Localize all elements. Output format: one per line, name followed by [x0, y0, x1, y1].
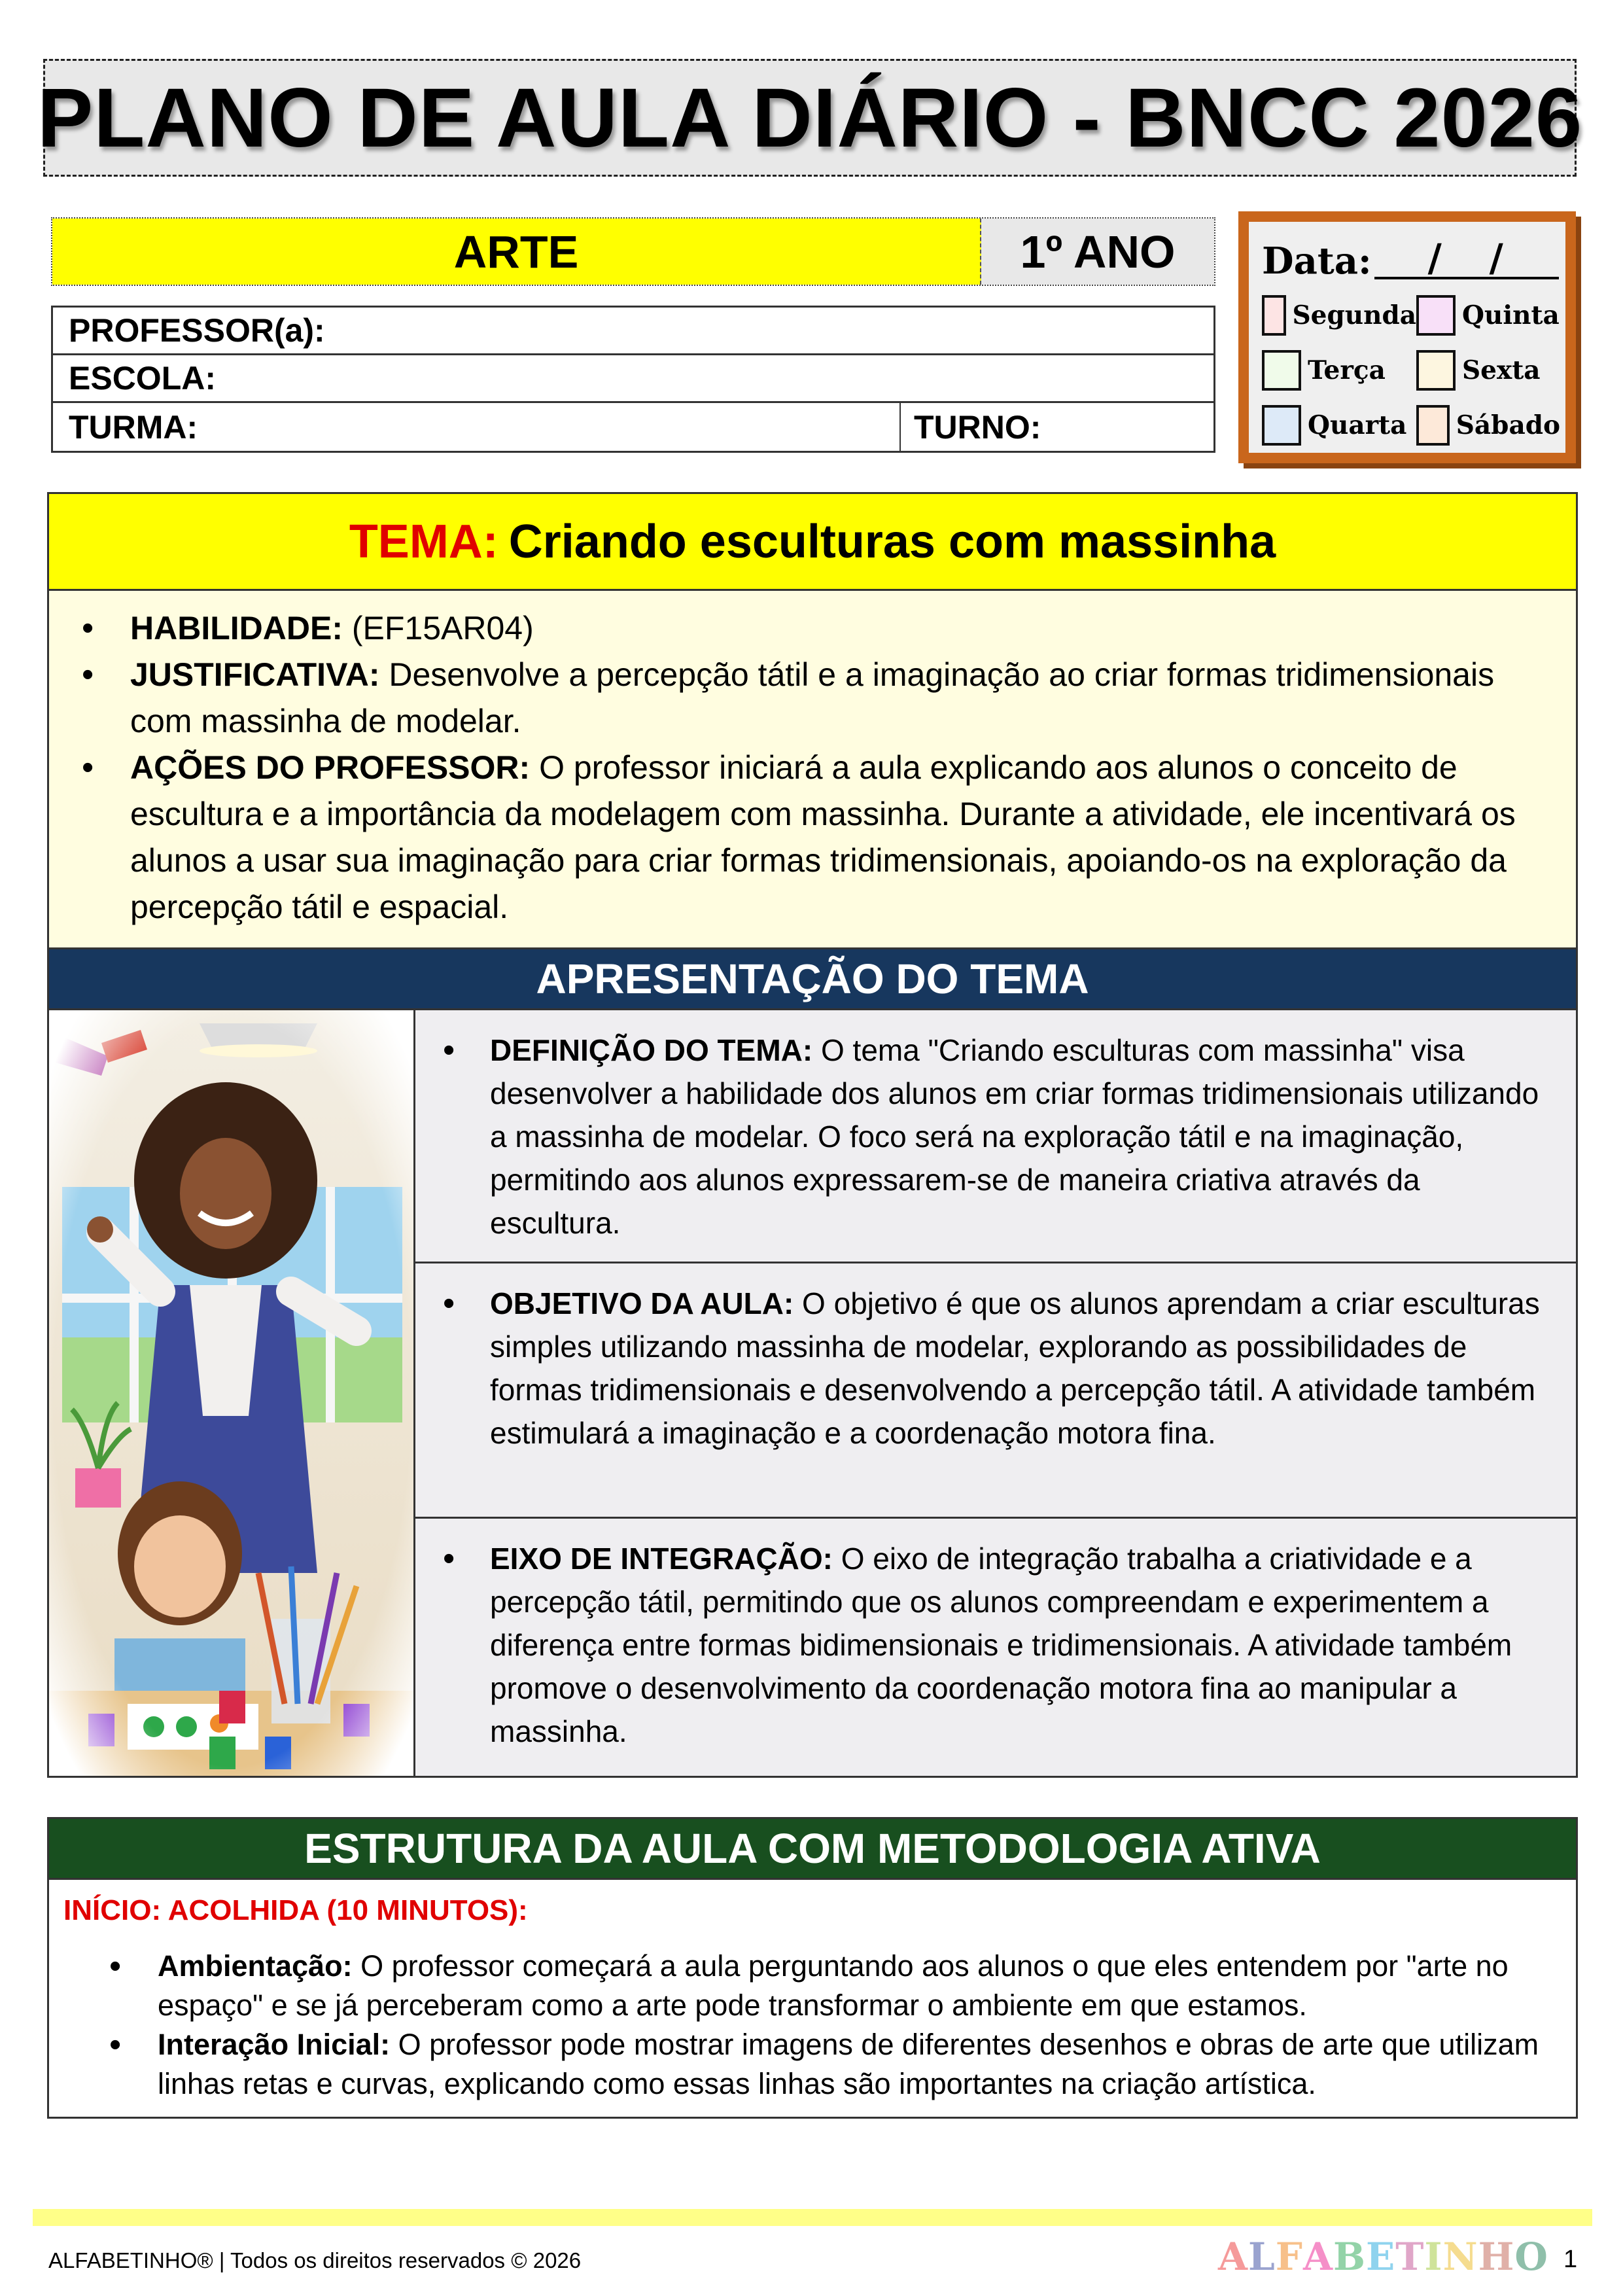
- brand-letter: T: [1395, 2234, 1425, 2279]
- bullet-text: O professor pode mostrar imagens de diferentes desenhos e obras de arte que utilizam linhas retas e curvas, explicando como essas linhas são importantes na criação artística.: [158, 2028, 1539, 2100]
- brand-letter: L: [1248, 2234, 1276, 2279]
- definicao-item: [415, 1010, 1576, 1263]
- subject-row: [51, 217, 1215, 286]
- checkbox[interactable]: [1416, 405, 1450, 446]
- bullet-text: O objetivo é que os alunos aprendam a criar esculturas simples utilizando massinha de modelar, explorando as possibilidades de formas tridimensionais e desenvolvendo a percepção tátil. A atividade também estimulará a imaginação e a coordenação motora fina.: [490, 1286, 1540, 1450]
- objetivo-item: [415, 1263, 1576, 1519]
- bullet-label: Interação Inicial:: [158, 2028, 391, 2061]
- brand-letter: A: [1218, 2234, 1249, 2279]
- day-label: Sábado: [1456, 410, 1560, 440]
- teacher-illustration: [49, 1010, 415, 1776]
- brand-letter: A: [1302, 2234, 1333, 2279]
- day-label: Terça: [1308, 355, 1386, 385]
- escola-label: ESCOLA:: [69, 360, 216, 397]
- list-item: [82, 745, 1550, 930]
- checkbox[interactable]: [1262, 295, 1286, 336]
- day-quinta[interactable]: [1416, 295, 1560, 336]
- bullet-text: O professor começará a aula perguntando aos alunos o que eles entendem por "arte no espaço" e se já perceberam como a arte pode transformar o ambiente em que estamos.: [158, 1949, 1509, 2022]
- date-separator: /: [1427, 236, 1442, 280]
- date-line: [1262, 234, 1559, 283]
- page-title: PLANO DE AULA DIÁRIO - BNCC 2026: [37, 71, 1583, 165]
- bullet-label: HABILIDADE:: [130, 610, 343, 646]
- bullet-label: DEFINIÇÃO DO TEMA:: [490, 1033, 813, 1067]
- turma-field[interactable]: TURMA:: [53, 403, 901, 451]
- brand-letter: I: [1424, 2234, 1443, 2279]
- turno-field[interactable]: TURNO:: [914, 408, 1041, 446]
- brand-letter: O: [1514, 2234, 1548, 2279]
- page-number: 1: [1563, 2246, 1578, 2273]
- date-field[interactable]: [1374, 236, 1559, 280]
- list-item: [443, 1029, 1550, 1245]
- brand-letter: H: [1478, 2234, 1515, 2279]
- day-label: Segunda: [1292, 300, 1416, 330]
- turma-turno-row: [53, 403, 1213, 451]
- subject-name: ARTE: [52, 219, 981, 285]
- tema-value: Criando esculturas com massinha: [508, 515, 1276, 568]
- list-item: [82, 605, 1550, 652]
- title-banner: [37, 59, 1583, 177]
- brand-letter: E: [1366, 2234, 1396, 2279]
- tema-key: TEMA:: [349, 515, 498, 568]
- day-label: Sexta: [1462, 355, 1541, 385]
- footer-copyright: ALFABETINHO® | Todos os direitos reservados © 2026: [48, 2248, 582, 2272]
- weekday-checklist: [1262, 295, 1559, 446]
- apresentacao-body: [49, 1008, 1576, 1776]
- professor-row[interactable]: [53, 308, 1213, 355]
- tema-header: [49, 494, 1576, 591]
- day-label: Quarta: [1308, 410, 1407, 440]
- bullet-text: O professor iniciará a aula explicando aos alunos o conceito de escultura e a importância da modelagem com massinha. Durante a atividade, ele incentivará os alunos a usar sua imaginação para criar formas tridimensionais, apoiando-os na exploração da percepção tátil e espacial.: [130, 749, 1516, 925]
- bullet-label: Ambientação:: [158, 1949, 353, 1983]
- bullet-label: OBJETIVO DA AULA:: [490, 1286, 794, 1320]
- brand-letter: B: [1333, 2234, 1367, 2279]
- apresentacao-items: [415, 1010, 1576, 1776]
- estrutura-header: ESTRUTURA DA AULA COM METODOLOGIA ATIVA: [49, 1819, 1576, 1880]
- day-terca[interactable]: [1262, 350, 1416, 391]
- bullet-label: AÇÕES DO PROFESSOR:: [130, 749, 531, 786]
- eixo-item: [415, 1519, 1576, 1776]
- bullet-text: (EF15AR04): [342, 610, 534, 646]
- date-separator: /: [1489, 236, 1503, 280]
- list-item: [109, 2025, 1560, 2104]
- bullet-text: Desenvolve a percepção tátil e a imaginação ao criar formas tridimensionais com massinha de modelar.: [130, 656, 1495, 739]
- bullet-text: O tema "Criando esculturas com massinha" visa desenvolver a habilidade dos alunos em criar formas tridimensionais utilizando a massinha de modelar. O foco será na exploração tátil e na imaginação, permitindo aos alunos expressarem-se de maneira criativa através da escultura.: [490, 1033, 1539, 1240]
- day-quarta[interactable]: [1262, 405, 1416, 446]
- brand-logo: [1218, 2234, 1548, 2279]
- estrutura-section: [47, 1817, 1578, 2119]
- day-sexta[interactable]: [1416, 350, 1560, 391]
- subject-year: 1º ANO: [981, 219, 1214, 285]
- illustration-image: [49, 1010, 415, 1776]
- checkbox[interactable]: [1416, 295, 1456, 336]
- bullet-text: O eixo de integração trabalha a criatividade e a percepção tátil, permitindo que os alunos compreendam e experimentem a diferença entre formas bidimensionais e tridimensionais. A atividade também promove o desenvolvimento da coordenação motora fina ao manipular a massinha.: [490, 1542, 1512, 1748]
- phase-heading: INÍCIO: ACOLHIDA (10 MINUTOS):: [63, 1894, 528, 1926]
- day-label: Quinta: [1462, 300, 1560, 330]
- list-item: [443, 1537, 1550, 1753]
- brand-letter: N: [1442, 2234, 1478, 2279]
- footer-divider: [33, 2209, 1592, 2226]
- brand-letter: F: [1275, 2234, 1303, 2279]
- list-item: [82, 652, 1550, 745]
- info-table: [51, 306, 1215, 453]
- tema-body: [49, 591, 1576, 947]
- date-card: [1238, 211, 1576, 463]
- apresentacao-header: APRESENTAÇÃO DO TEMA: [49, 947, 1576, 1008]
- checkbox[interactable]: [1416, 350, 1456, 391]
- professor-label: PROFESSOR(a):: [69, 312, 325, 349]
- tema-section: [47, 492, 1578, 1778]
- day-segunda[interactable]: [1262, 295, 1416, 336]
- list-item: [109, 1947, 1560, 2025]
- bullet-label: JUSTIFICATIVA:: [130, 656, 380, 693]
- checkbox[interactable]: [1262, 350, 1301, 391]
- bullet-label: EIXO DE INTEGRAÇÃO:: [490, 1542, 833, 1576]
- day-sabado[interactable]: [1416, 405, 1560, 446]
- escola-row[interactable]: [53, 355, 1213, 403]
- checkbox[interactable]: [1262, 405, 1301, 446]
- date-label: Data:: [1262, 239, 1372, 283]
- list-item: [443, 1282, 1550, 1455]
- estrutura-body: [49, 1880, 1576, 2117]
